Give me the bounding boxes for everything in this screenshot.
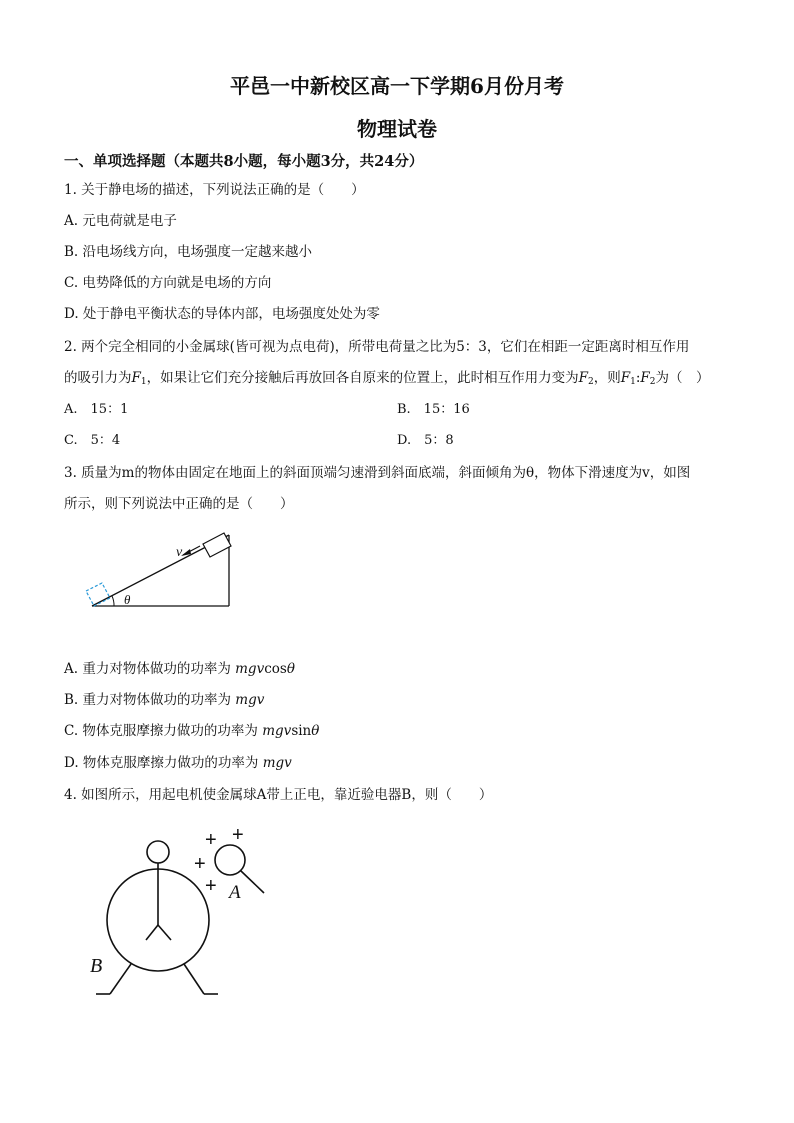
section-heading: 一、单项选择题（本题共8小题，每小题3分，共24分）: [64, 153, 424, 170]
question-4-stem: 4. 如图所示，用起电机使金属球A带上正电，靠近验电器B，则（ ）: [64, 787, 493, 803]
question-2-line-2: 的吸引力为$F_1$，如果让它们充分接触后再放回各自原来的位置上，此时相互作用力变为$F_2$，则$F_1:F_2$为（ ）: [64, 370, 710, 387]
angle-theta-label: θ: [124, 592, 131, 607]
question-3-line-2: 所示，则下列说法中正确的是（ ）: [64, 496, 294, 512]
question-1-option-b: B. 沿电场线方向，电场强度一定越来越小: [64, 244, 313, 260]
question-1-option-d: D. 处于静电平衡状态的导体内部，电场强度处处为零: [64, 306, 380, 322]
question-1-option-c: C. 电势降低的方向就是电场的方向: [64, 275, 272, 291]
question-1-stem: 1. 关于静电场的描述，下列说法正确的是（ ）: [64, 182, 365, 198]
electroscope-b-label: B: [90, 955, 103, 977]
question-2-option-b: B. 15：16: [397, 402, 470, 417]
charge-plus-2: +: [232, 824, 244, 846]
exam-subtitle: 物理试卷: [357, 117, 437, 141]
ball-a-label: A: [229, 882, 241, 903]
question-3-option-b: B. 重力对物体做功的功率为 mgv: [64, 692, 265, 708]
question-3-option-d: D. 物体克服摩擦力做功的功率为 mgv: [64, 755, 292, 771]
question-3-option-c: C. 物体克服摩擦力做功的功率为 mgvsinθ: [64, 723, 320, 739]
exam-title: 平邑一中新校区高一下学期6月份月考: [230, 74, 564, 98]
velocity-label: v: [176, 545, 183, 560]
charge-plus-3: +: [194, 853, 206, 875]
question-2-option-a: A. 15：1: [64, 402, 129, 417]
question-2-option-d: D. 5：8: [397, 433, 454, 448]
charge-plus-1: +: [205, 829, 217, 851]
question-3-line-1: 3. 质量为m的物体由固定在地面上的斜面顶端匀速滑到斜面底端，斜面倾角为θ，物体下滑速度为v，如图: [64, 465, 691, 481]
question-1-option-a: A. 元电荷就是电子: [64, 213, 177, 229]
question-2-option-c: C. 5：4: [64, 433, 121, 448]
question-3-option-a: A. 重力对物体做功的功率为 mgvcosθ: [64, 661, 295, 677]
charge-plus-4: +: [205, 875, 217, 897]
question-2-line-1: 2. 两个完全相同的小金属球(皆可视为点电荷)，所带电荷量之比为5：3，它们在相距一定距离时相互作用: [64, 339, 690, 355]
